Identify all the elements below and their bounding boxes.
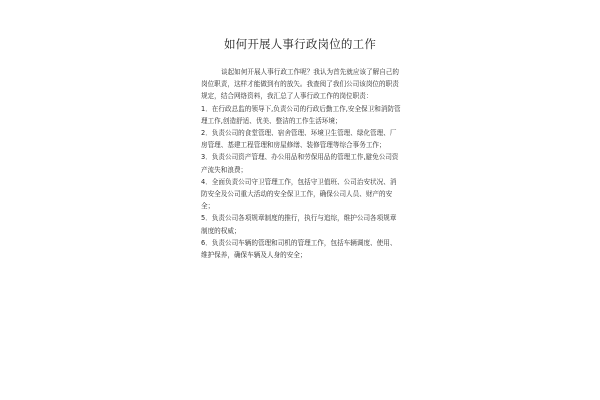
duty-item-3: 3．负责公司资产管理、办公用品和劳保用品的管理工作,避免公司资产流失和浪费； [201, 153, 399, 174]
duty-item-5: 5．负责公司各项规章制度的推行，执行与追综，维护公司各项规章制度的权威； [201, 214, 397, 235]
duty-item-6: 6．负责公司车辆的管理和司机的管理工作，包括车辆调度、使用、维护保养，确保车辆及人身的安全； [201, 238, 397, 260]
duty-item-4: 4．全面负责公司守卫管理工作，包括守卫值班、公司治安状况、消防安全及公司重大活动的安全保卫工作，确保公司人员、财产的安全； [201, 177, 397, 211]
document-body [201, 66, 401, 261]
duty-item-2: 2．负责公司的食堂管理、宿舍管理、环境卫生管理、绿化管理、厂房管理、基建工程管理和房屋修缮、装修管理等综合事务工作； [201, 129, 397, 150]
intro-paragraph: 谈起如何开展人事行政工作呢？我认为首先就应该了解自己的岗位职责，这样才能做到有的放矢。我查阅了我们公司该岗位的职责规定，结合网络资料，我汇总了人事行政工作的岗位职责： [201, 68, 400, 101]
document-title: 如何开展人事行政岗位的工作 [223, 37, 377, 51]
duty-item-1: 1．在行政总监的领导下,负责公司的行政后勤工作,安全保卫和消防管理工作,创造舒适、优美、整洁的工作生活环境； [201, 104, 401, 125]
